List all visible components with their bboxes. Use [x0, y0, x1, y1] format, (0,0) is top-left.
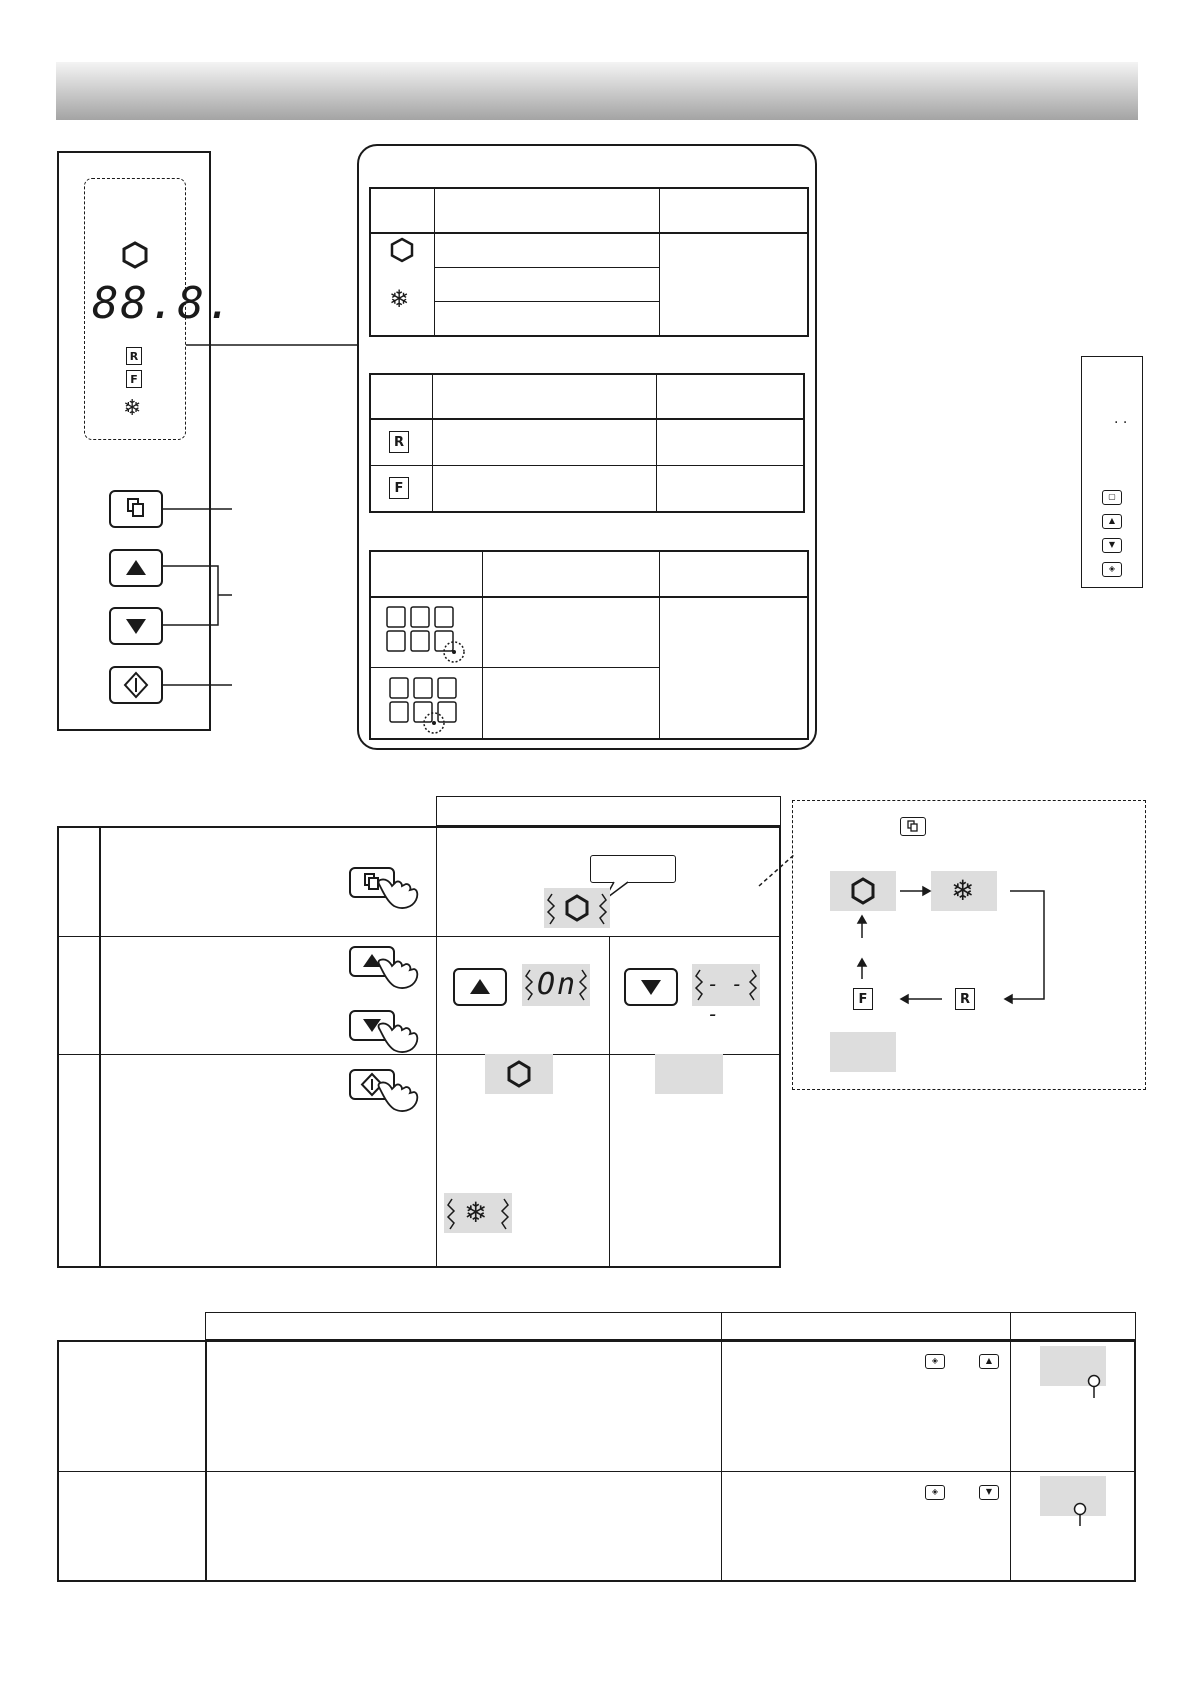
steady-hexagon-display [485, 1054, 553, 1094]
cycle-f-door: F [853, 988, 873, 1010]
bottom-table-header [205, 1312, 1136, 1340]
snowflake-icon: ❄ [389, 285, 410, 313]
set-button-icon: ◈ [931, 1356, 939, 1365]
mini-set-button [1102, 562, 1122, 577]
step2-up-indicator [453, 968, 507, 1006]
blinking-snowflake-display [444, 1193, 512, 1233]
mini-display-dots: . . [1114, 411, 1128, 427]
bottom-table [57, 1340, 1136, 1582]
up-arrow-icon: ▲ [985, 1356, 993, 1365]
finger-press-icon [376, 1016, 426, 1056]
row2-down-key [979, 1485, 999, 1500]
hexagon-icon [389, 237, 415, 263]
hexagon-icon [544, 888, 610, 928]
snowflake-icon: ❄ [464, 1196, 488, 1229]
panel-leader-lines [0, 0, 380, 720]
snowflake-icon: ❄ [123, 396, 142, 421]
legend-table-mode [369, 187, 809, 337]
f-door-indicator: F [126, 370, 142, 388]
row1-up-key [979, 1354, 999, 1369]
blank-display [655, 1054, 723, 1094]
snowflake-icon: ❄ [951, 874, 975, 907]
step2-down-indicator [624, 968, 678, 1006]
row1-pin-icon [1086, 1374, 1102, 1400]
row2-set-key [925, 1485, 945, 1500]
steps-header-cell [436, 796, 781, 826]
legend-table-door [369, 373, 805, 513]
down-arrow-icon [626, 970, 676, 1004]
callout-bubble [590, 855, 676, 883]
down-arrow-icon: ▼ [1108, 540, 1116, 549]
row2-pin-icon [1072, 1502, 1088, 1528]
on-display [522, 964, 590, 1006]
finger-press-icon [376, 872, 426, 912]
r-door-indicator: R [126, 347, 142, 365]
segment-display-decimal-middle [386, 674, 472, 736]
mode-button-icon: ▢ [1108, 492, 1116, 501]
finger-press-icon [376, 1075, 426, 1115]
mini-up-button [1102, 514, 1122, 529]
hexagon-icon [485, 1054, 553, 1094]
down-arrow-icon: ▼ [985, 1487, 993, 1496]
cycle-r-door: R [955, 988, 975, 1010]
on-text: On [537, 967, 578, 1002]
finger-press-icon [376, 952, 426, 992]
off-display [692, 964, 760, 1026]
f-door-icon: F [389, 477, 409, 499]
up-arrow-icon: ▲ [1108, 516, 1116, 525]
mini-control-panel [1081, 356, 1143, 588]
r-door-icon: R [389, 431, 409, 453]
segment-display-decimal-top [383, 603, 469, 665]
off-text: - - - [707, 972, 744, 1026]
set-button-icon: ◈ [1108, 564, 1116, 573]
blinking-hexagon-display [544, 888, 610, 928]
up-arrow-icon [455, 970, 505, 1004]
temperature-display: 88.8. [92, 278, 235, 329]
mini-mode-button [1102, 490, 1122, 505]
set-button-icon: ◈ [931, 1487, 939, 1496]
row1-set-key [925, 1354, 945, 1369]
mini-down-button [1102, 538, 1122, 553]
cycle-arrows [792, 800, 1146, 1090]
